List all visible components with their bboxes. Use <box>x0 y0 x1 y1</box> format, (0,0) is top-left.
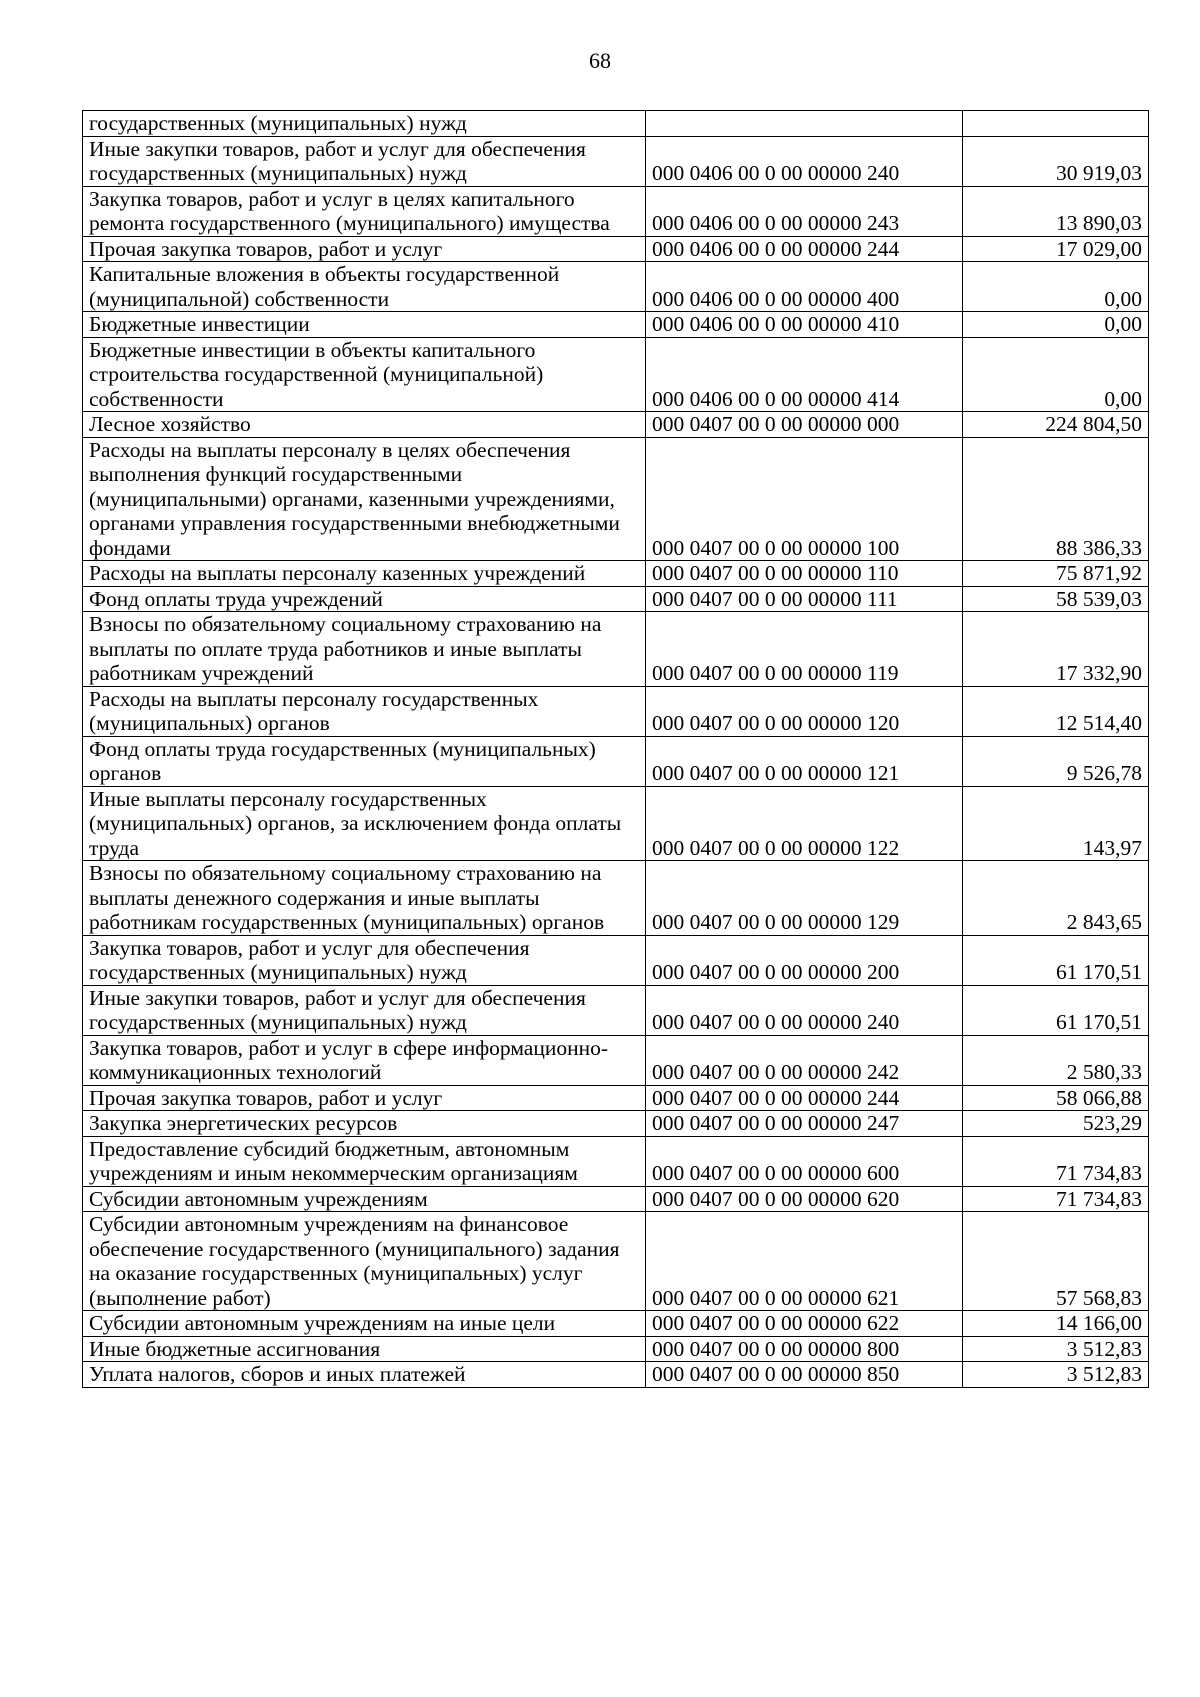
table-row <box>83 1336 1149 1362</box>
table-row <box>83 1362 1149 1388</box>
row-name-cell: Иные закупки товаров, работ и услуг для обеспечения государственных (муниципальных) нужд <box>83 985 646 1035</box>
table-row <box>83 412 1149 438</box>
row-sum-cell: 3 512,83 <box>963 1336 1149 1362</box>
row-code-cell: 000 0407 00 0 00 00000 111 <box>646 586 963 612</box>
row-code-cell: 000 0407 00 0 00 00000 800 <box>646 1336 963 1362</box>
row-sum-cell: 71 734,83 <box>963 1186 1149 1212</box>
row-name-cell: Бюджетные инвестиции <box>83 312 646 338</box>
row-name-cell: Фонд оплаты труда государственных (муниципальных) органов <box>83 736 646 786</box>
row-code-cell: 000 0407 00 0 00 00000 119 <box>646 612 963 687</box>
table-row <box>83 1311 1149 1337</box>
table-row <box>83 1212 1149 1311</box>
row-code-cell: 000 0407 00 0 00 00000 622 <box>646 1311 963 1337</box>
table-row <box>83 736 1149 786</box>
row-name-cell: Бюджетные инвестиции в объекты капитального строительства государственной (муниципальной) собственности <box>83 337 646 412</box>
table-row <box>83 561 1149 587</box>
row-sum-cell: 523,29 <box>963 1111 1149 1137</box>
row-name-cell: Иные выплаты персоналу государственных (муниципальных) органов, за исключением фонда оплаты труда <box>83 786 646 861</box>
table-row <box>83 337 1149 412</box>
row-sum-cell: 71 734,83 <box>963 1136 1149 1186</box>
row-code-cell <box>646 111 963 137</box>
row-code-cell: 000 0407 00 0 00 00000 121 <box>646 736 963 786</box>
row-sum-cell: 2 580,33 <box>963 1035 1149 1085</box>
table-row <box>83 861 1149 936</box>
row-sum-cell: 57 568,83 <box>963 1212 1149 1311</box>
row-code-cell: 000 0407 00 0 00 00000 240 <box>646 985 963 1035</box>
row-sum-cell: 3 512,83 <box>963 1362 1149 1388</box>
row-name-cell: Расходы на выплаты персоналу государственных (муниципальных) органов <box>83 686 646 736</box>
table-row <box>83 186 1149 236</box>
row-sum-cell: 88 386,33 <box>963 437 1149 561</box>
row-name-cell: Иные закупки товаров, работ и услуг для обеспечения государственных (муниципальных) нужд <box>83 136 646 186</box>
row-name-cell: Взносы по обязательному социальному страхованию на выплаты денежного содержания и иные выплаты работникам государственных (муниципальных) органов <box>83 861 646 936</box>
table-row <box>83 1085 1149 1111</box>
row-code-cell: 000 0407 00 0 00 00000 621 <box>646 1212 963 1311</box>
row-sum-cell: 9 526,78 <box>963 736 1149 786</box>
row-code-cell: 000 0406 00 0 00 00000 243 <box>646 186 963 236</box>
budget-table <box>82 110 1149 1388</box>
row-name-cell: Взносы по обязательному социальному страхованию на выплаты по оплате труда работников и иные выплаты работникам учреждений <box>83 612 646 687</box>
row-sum-cell: 0,00 <box>963 312 1149 338</box>
row-code-cell: 000 0407 00 0 00 00000 600 <box>646 1136 963 1186</box>
row-name-cell: Прочая закупка товаров, работ и услуг <box>83 1085 646 1111</box>
row-code-cell: 000 0407 00 0 00 00000 110 <box>646 561 963 587</box>
row-code-cell: 000 0407 00 0 00 00000 850 <box>646 1362 963 1388</box>
row-sum-cell: 61 170,51 <box>963 935 1149 985</box>
row-name-cell: государственных (муниципальных) нужд <box>83 111 646 137</box>
row-name-cell: Лесное хозяйство <box>83 412 646 438</box>
row-sum-cell: 13 890,03 <box>963 186 1149 236</box>
row-sum-cell: 14 166,00 <box>963 1311 1149 1337</box>
row-name-cell: Предоставление субсидий бюджетным, автономным учреждениям и иным некоммерческим организациям <box>83 1136 646 1186</box>
row-code-cell: 000 0407 00 0 00 00000 247 <box>646 1111 963 1137</box>
page-number: 68 <box>589 48 611 73</box>
budget-table-body <box>83 111 1149 1388</box>
table-row <box>83 786 1149 861</box>
row-name-cell: Субсидии автономным учреждениям на финансовое обеспечение государственного (муниципального) задания на оказание государственных (муниципальных) услуг (выполнение работ) <box>83 1212 646 1311</box>
table-row <box>83 612 1149 687</box>
row-sum-cell: 58 066,88 <box>963 1085 1149 1111</box>
row-sum-cell: 0,00 <box>963 262 1149 312</box>
table-row <box>83 262 1149 312</box>
table-row <box>83 1111 1149 1137</box>
row-code-cell: 000 0406 00 0 00 00000 410 <box>646 312 963 338</box>
row-code-cell: 000 0407 00 0 00 00000 100 <box>646 437 963 561</box>
table-row <box>83 686 1149 736</box>
row-sum-cell: 2 843,65 <box>963 861 1149 936</box>
row-code-cell: 000 0407 00 0 00 00000 120 <box>646 686 963 736</box>
table-row <box>83 1035 1149 1085</box>
table-row <box>83 586 1149 612</box>
row-code-cell: 000 0407 00 0 00 00000 000 <box>646 412 963 438</box>
row-name-cell: Расходы на выплаты персоналу в целях обеспечения выполнения функций государственными (муниципальными) органами, казенными учреждениями, органами управления государственными внебюджетными фондами <box>83 437 646 561</box>
row-code-cell: 000 0407 00 0 00 00000 244 <box>646 1085 963 1111</box>
row-sum-cell: 17 029,00 <box>963 236 1149 262</box>
row-sum-cell: 75 871,92 <box>963 561 1149 587</box>
row-name-cell: Фонд оплаты труда учреждений <box>83 586 646 612</box>
row-code-cell: 000 0406 00 0 00 00000 240 <box>646 136 963 186</box>
row-sum-cell: 224 804,50 <box>963 412 1149 438</box>
table-row <box>83 935 1149 985</box>
row-sum-cell: 30 919,03 <box>963 136 1149 186</box>
row-name-cell: Закупка товаров, работ и услуг в сфере информационно-коммуникационных технологий <box>83 1035 646 1085</box>
row-name-cell: Закупка товаров, работ и услуг в целях капитального ремонта государственного (муниципального) имущества <box>83 186 646 236</box>
row-name-cell: Расходы на выплаты персоналу казенных учреждений <box>83 561 646 587</box>
row-sum-cell: 58 539,03 <box>963 586 1149 612</box>
row-code-cell: 000 0407 00 0 00 00000 200 <box>646 935 963 985</box>
table-row <box>83 312 1149 338</box>
row-name-cell: Капитальные вложения в объекты государственной (муниципальной) собственности <box>83 262 646 312</box>
table-row <box>83 1136 1149 1186</box>
row-code-cell: 000 0406 00 0 00 00000 244 <box>646 236 963 262</box>
row-name-cell: Уплата налогов, сборов и иных платежей <box>83 1362 646 1388</box>
table-row <box>83 236 1149 262</box>
table-row <box>83 136 1149 186</box>
table-row <box>83 437 1149 561</box>
row-code-cell: 000 0406 00 0 00 00000 400 <box>646 262 963 312</box>
row-code-cell: 000 0407 00 0 00 00000 122 <box>646 786 963 861</box>
row-code-cell: 000 0406 00 0 00 00000 414 <box>646 337 963 412</box>
table-row <box>83 1186 1149 1212</box>
row-code-cell: 000 0407 00 0 00 00000 620 <box>646 1186 963 1212</box>
table-row <box>83 111 1149 137</box>
row-sum-cell <box>963 111 1149 137</box>
row-name-cell: Субсидии автономным учреждениям <box>83 1186 646 1212</box>
table-row <box>83 985 1149 1035</box>
row-code-cell: 000 0407 00 0 00 00000 129 <box>646 861 963 936</box>
row-sum-cell: 61 170,51 <box>963 985 1149 1035</box>
row-sum-cell: 0,00 <box>963 337 1149 412</box>
row-name-cell: Иные бюджетные ассигнования <box>83 1336 646 1362</box>
row-code-cell: 000 0407 00 0 00 00000 242 <box>646 1035 963 1085</box>
row-name-cell: Прочая закупка товаров, работ и услуг <box>83 236 646 262</box>
row-sum-cell: 17 332,90 <box>963 612 1149 687</box>
row-sum-cell: 143,97 <box>963 786 1149 861</box>
row-sum-cell: 12 514,40 <box>963 686 1149 736</box>
row-name-cell: Закупка товаров, работ и услуг для обеспечения государственных (муниципальных) нужд <box>83 935 646 985</box>
row-name-cell: Субсидии автономным учреждениям на иные цели <box>83 1311 646 1337</box>
row-name-cell: Закупка энергетических ресурсов <box>83 1111 646 1137</box>
